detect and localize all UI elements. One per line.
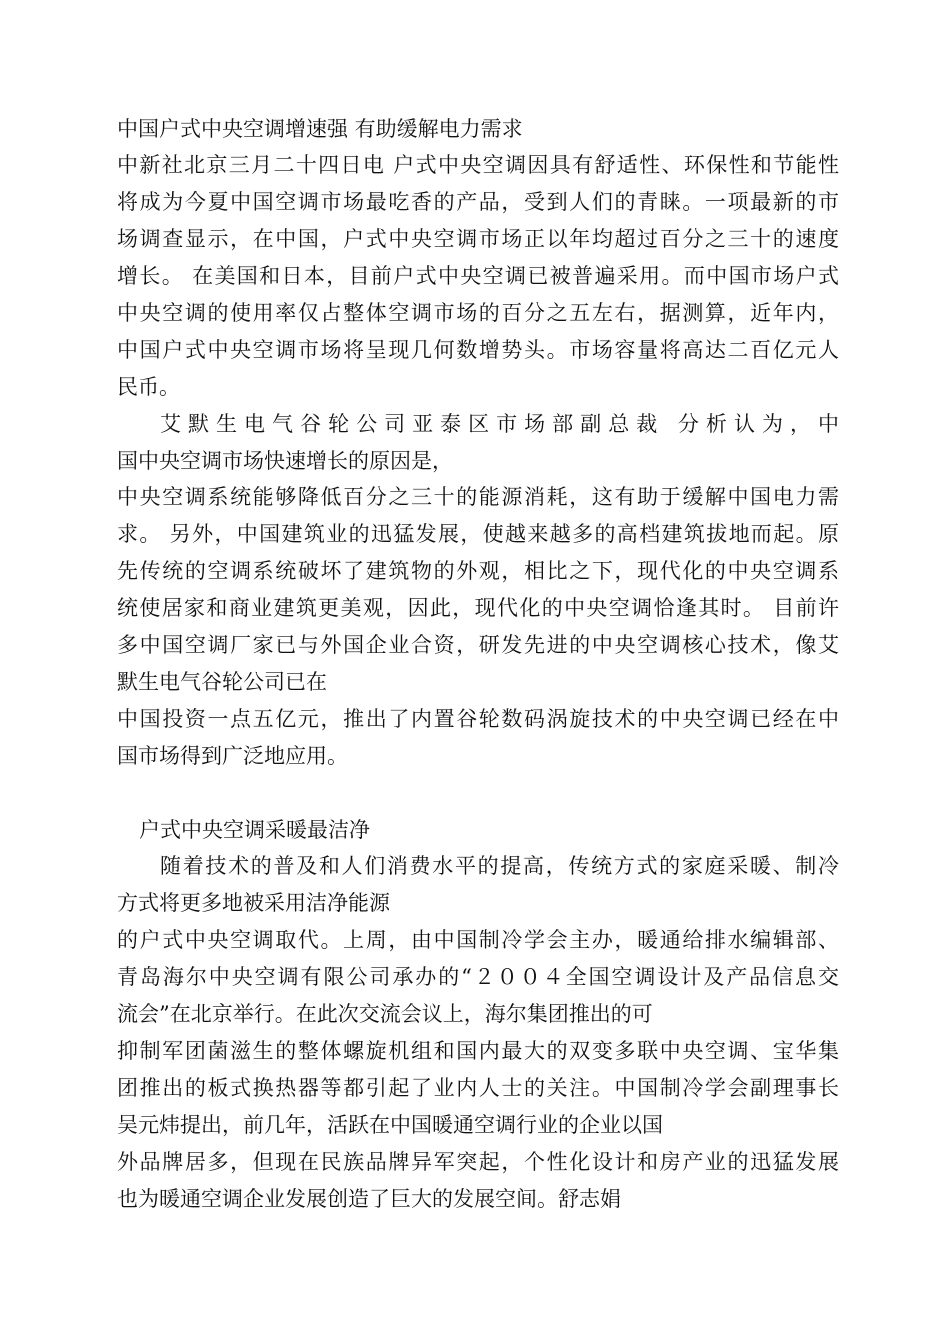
paragraph-line: 流会”在北京举行。在此次交流会议上，海尔集团推出的可 — [117, 1002, 653, 1026]
paragraph-line: 默生电气谷轮公司已在 — [117, 670, 327, 694]
paragraph-line: 外品牌居多，但现在民族品牌异军突起，个性化设计和房产业的迅猛发展 — [117, 1150, 839, 1174]
paragraph-line: 多中国空调厂家已与外国企业合资，研发先进的中央空调核心技术，像艾 — [117, 633, 839, 657]
paragraph-line: 团推出的板式换热器等都引起了业内人士的关注。中国制冷学会副理事长 — [117, 1076, 839, 1100]
paragraph-line: 求。 另外，中国建筑业的迅猛发展，使越来越多的高档建筑拔地而起。原 — [117, 522, 839, 546]
paragraph-line: 青岛海尔中央空调有限公司承办的“２００４全国空调设计及产品信息交 — [117, 965, 839, 989]
paragraph-line: 国市场得到广泛地应用。 — [117, 744, 348, 768]
paragraph-line: 国中央空调市场快速增长的原因是， — [117, 449, 453, 473]
paragraph-line: 的户式中央空调取代。上周，由中国制冷学会主办，暖通给排水编辑部、 — [117, 928, 839, 952]
paragraph-line: 抑制军团菌滋生的整体螺旋机组和国内最大的双变多联中央空调、宝华集 — [117, 1039, 839, 1063]
paragraph-line: 先传统的空调系统破坏了建筑物的外观，相比之下，现代化的中央空调系 — [117, 559, 839, 583]
paragraph-line: 随着技术的普及和人们消费水平的提高，传统方式的家庭采暖、制冷 — [160, 854, 839, 878]
paragraph-line: 吴元炜提出，前几年，活跃在中国暖通空调行业的企业以国 — [117, 1113, 663, 1137]
paragraph-line: 中新社北京三月二十四日电 户式中央空调因具有舒适性、环保性和节能性 — [117, 153, 839, 177]
paragraph-line: 增长。 在美国和日本，目前户式中央空调已被普遍采用。而中国市场户式 — [117, 264, 839, 288]
article-title: 中国户式中央空调增速强 有助缓解电力需求 — [117, 117, 523, 141]
paragraph-line: 中央空调的使用率仅占整体空调市场的百分之五左右，据测算，近年内， — [117, 301, 839, 325]
paragraph-line: 中国户式中央空调市场将呈现几何数增势头。市场容量将高达二百亿元人 — [117, 338, 839, 362]
paragraph-line: 艾默生电气谷轮公司亚泰区市场部副总裁 分析认为，中 — [160, 412, 839, 436]
section-heading: 户式中央空调采暖最洁净 — [139, 818, 370, 842]
paragraph-line: 统使居家和商业建筑更美观，因此，现代化的中央空调恰逢其时。 目前许 — [117, 596, 839, 620]
paragraph-line: 方式将更多地被采用洁净能源 — [117, 891, 390, 915]
paragraph-line: 也为暖通空调企业发展创造了巨大的发展空间。舒志娟 — [117, 1187, 621, 1211]
paragraph-line: 民币。 — [117, 375, 180, 399]
paragraph-line: 将成为今夏中国空调市场最吃香的产品，受到人们的青睐。一项最新的市 — [117, 190, 839, 214]
paragraph-line: 场调查显示，在中国，户式中央空调市场正以年均超过百分之三十的速度 — [117, 227, 839, 251]
paragraph-line: 中国投资一点五亿元，推出了内置谷轮数码涡旋技术的中央空调已经在中 — [117, 707, 839, 731]
paragraph-line: 中央空调系统能够降低百分之三十的能源消耗，这有助于缓解中国电力需 — [117, 485, 839, 509]
